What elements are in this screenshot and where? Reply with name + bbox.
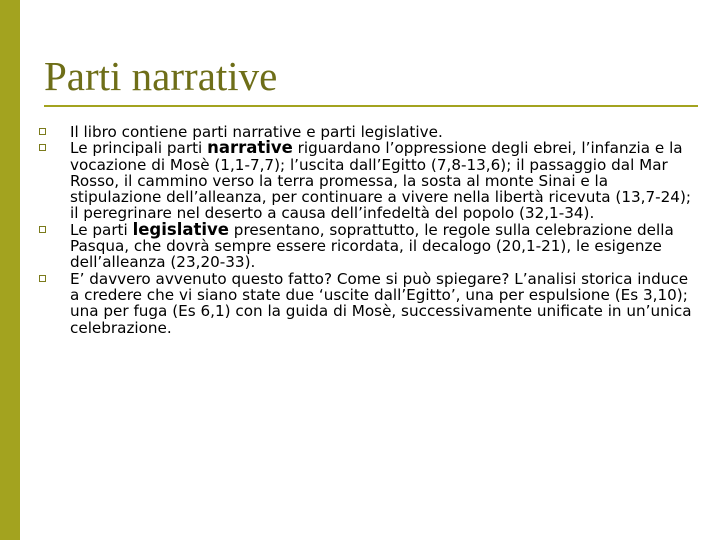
bullet-item <box>38 124 702 140</box>
bullet-item <box>38 271 702 336</box>
bullet-text: Il libro contiene parti narrative e parti legislative. <box>70 123 443 141</box>
hollow-square-bullet-icon <box>39 226 46 233</box>
bullet-text: riguardano l’oppressione degli ebrei, l’infanzia e la vocazione di Mosè (1,1-7,7); l’uscita dall’Egitto (7,8-13,6); il passaggio dal Mar Rosso, il cammino verso la terra promessa, la sosta al monte Sinai e la stipulazione dell’alleanza, per continuare a vivere nella libertà ricevuta (13,7-24); il peregrinare nel deserto a causa dell’infedeltà del popolo (32,1-34). <box>70 139 692 223</box>
bullet-item <box>38 140 702 221</box>
slide-accent-bar <box>0 0 20 540</box>
hollow-square-bullet-icon <box>39 144 46 151</box>
hollow-square-bullet-icon <box>39 128 46 135</box>
bullet-text: E’ davvero avvenuto questo fatto? Come si può spiegare? L’analisi storica induce a credere che vi siano state due ‘uscite dall’Egitto’, una per espulsione (Es 3,10); una per fuga (Es 6,1) con la guida di Mosè, successivamente unificate in un’unica celebrazione. <box>70 269 692 337</box>
bullet-item <box>38 219 702 272</box>
slide-title: Parti narrative <box>44 53 278 99</box>
bullet-text: presentano, soprattutto, le regole sulla celebrazione della Pasqua, che dovrà sempre essere ricordata, il decalogo (20,1-21), le esigenze dell’alleanza (23,20-33). <box>70 220 674 272</box>
hollow-square-bullet-icon <box>39 275 46 282</box>
bullet-text: Le principali parti <box>70 139 208 158</box>
title-underline <box>44 105 698 107</box>
bullet-emphasis: narrative <box>207 138 293 158</box>
bullet-emphasis: legislative <box>132 219 229 239</box>
bullet-list <box>38 124 702 336</box>
bullet-text: Le parti <box>70 220 133 239</box>
